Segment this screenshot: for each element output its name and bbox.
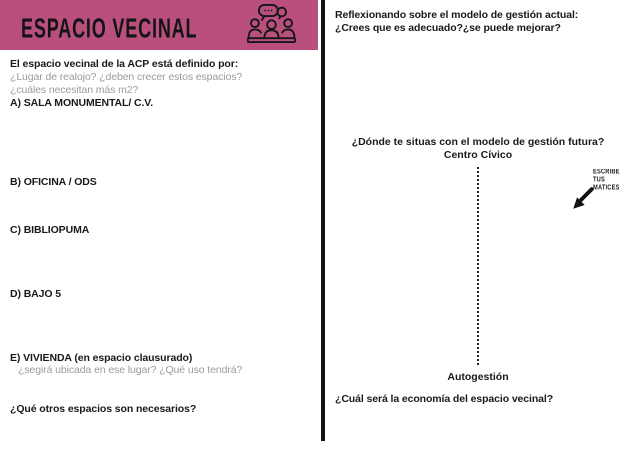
section-label-b: B) OFICINA / ODS — [10, 176, 97, 188]
left-intro-question-1: ¿Lugar de realojo? ¿deben crecer estos espacios? — [10, 71, 243, 83]
scale-bottom-label: Autogestión — [447, 371, 509, 383]
scale-dotted-line — [477, 167, 479, 365]
section-label-e: E) VIVIENDA (en espacio clausurado) — [10, 352, 193, 364]
left-closing-question: ¿Qué otros espacios son necesarios? — [10, 403, 197, 415]
left-intro-heading: El espacio vecinal de la ACP está definido por: — [10, 58, 239, 70]
arrow-down-left-icon — [570, 186, 596, 212]
future-question-block — [327, 136, 629, 161]
economy-question: ¿Cuál será la economía del espacio vecinal? — [335, 393, 554, 405]
future-question: ¿Dónde te situas con el modelo de gestión futura? — [351, 136, 605, 148]
meeting-group-icon — [247, 3, 296, 48]
header-banner — [0, 0, 318, 50]
left-intro-question-2: ¿cuáles necesitan más m2? — [10, 83, 139, 96]
section-label-c: C) BIBLIOPUMA — [10, 224, 90, 236]
section-e-subquestion: ¿segirá ubicada en ese lugar? ¿Qué uso tendrá? — [18, 364, 243, 376]
reflection-line-2: ¿Crees que es adecuado?¿se puede mejorar? — [335, 21, 561, 34]
column-divider — [321, 0, 325, 441]
section-label-d: D) BAJO 5 — [10, 288, 62, 300]
section-label-a: A) SALA MONUMENTAL/ C.V. — [10, 97, 154, 109]
page-title: ESPACIO VECINAL — [21, 12, 198, 44]
annotation-note: ESCRIBE TUS MATICES — [593, 169, 620, 192]
reflection-line-1: Reflexionando sobre el modelo de gestión actual: — [335, 9, 579, 21]
scale-top-label: Centro Cívico — [443, 148, 513, 161]
